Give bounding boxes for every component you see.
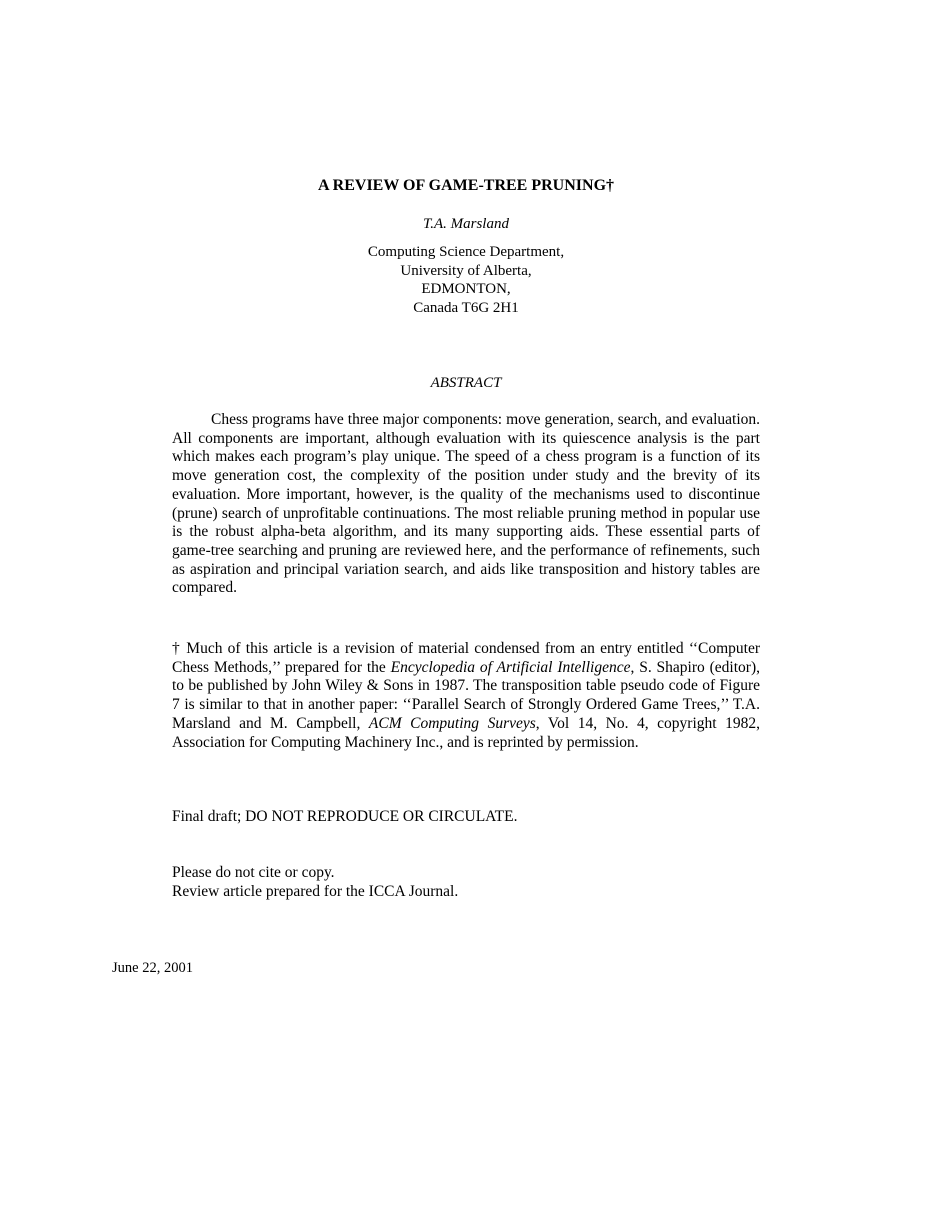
abstract-body: Chess programs have three major components: move generation, search, and evaluation. All components are important, although evaluation with its quiescence analysis is the part which makes each program’s play unique. The speed of a chess program is a function of its move generation cost, the complexity of the position under study and the brevity of its evaluation. More important, however, is the quality of the mechanisms used to discontinue (prune) search of unprofitable continuations. The most reliable pruning method in popular use is the robust alpha-beta algorithm, and its many supporting aids. These essential parts of game-tree searching and pruning are reviewed here, and the performance of refinements, such as aspiration and principal variation search, and aids like transposition and history tables are compared. xyxy=(172,411,760,597)
footnote-italic-title: Encyclopedia of Artificial Intelligence xyxy=(390,658,631,676)
footnote xyxy=(172,640,760,752)
affiliation-line: EDMONTON, xyxy=(421,281,511,297)
document-date: June 22, 2001 xyxy=(112,960,193,976)
author-name: T.A. Marsland xyxy=(423,216,509,232)
citation-note: Please do not cite or copy. xyxy=(172,864,335,881)
paper-title: A REVIEW OF GAME-TREE PRUNING† xyxy=(317,177,615,194)
abstract-heading: ABSTRACT xyxy=(430,375,502,391)
footnote-text: , S. Shapiro (editor), to be published by John Wiley & Sons in 1987. The transposition table pseudo code of Figure 7 is similar to that in another paper: ‘‘Parallel Search of Strongly Ordered Game Trees,’’ T.A. Marsland and M. Campbell, xyxy=(172,658,760,732)
footnote-text: † Much of this article is a revision of material condensed from an entry entitled ‘‘Computer Chess Methods,’’ prepared for the xyxy=(172,640,760,676)
affiliation-line: Computing Science Department, xyxy=(367,244,565,260)
affiliation xyxy=(0,243,932,317)
citation-note: Review article prepared for the ICCA Journal. xyxy=(172,883,459,900)
footnote-text: , Vol 14, No. 4, copyright 1982, Association for Computing Machinery Inc., and is reprinted by permission. xyxy=(172,714,760,751)
footnote-italic-journal: ACM Computing Surveys xyxy=(368,714,536,732)
draft-notice: Final draft; DO NOT REPRODUCE OR CIRCULATE. xyxy=(172,808,518,825)
affiliation-line: Canada T6G 2H1 xyxy=(413,299,519,316)
affiliation-line: University of Alberta, xyxy=(400,262,532,279)
